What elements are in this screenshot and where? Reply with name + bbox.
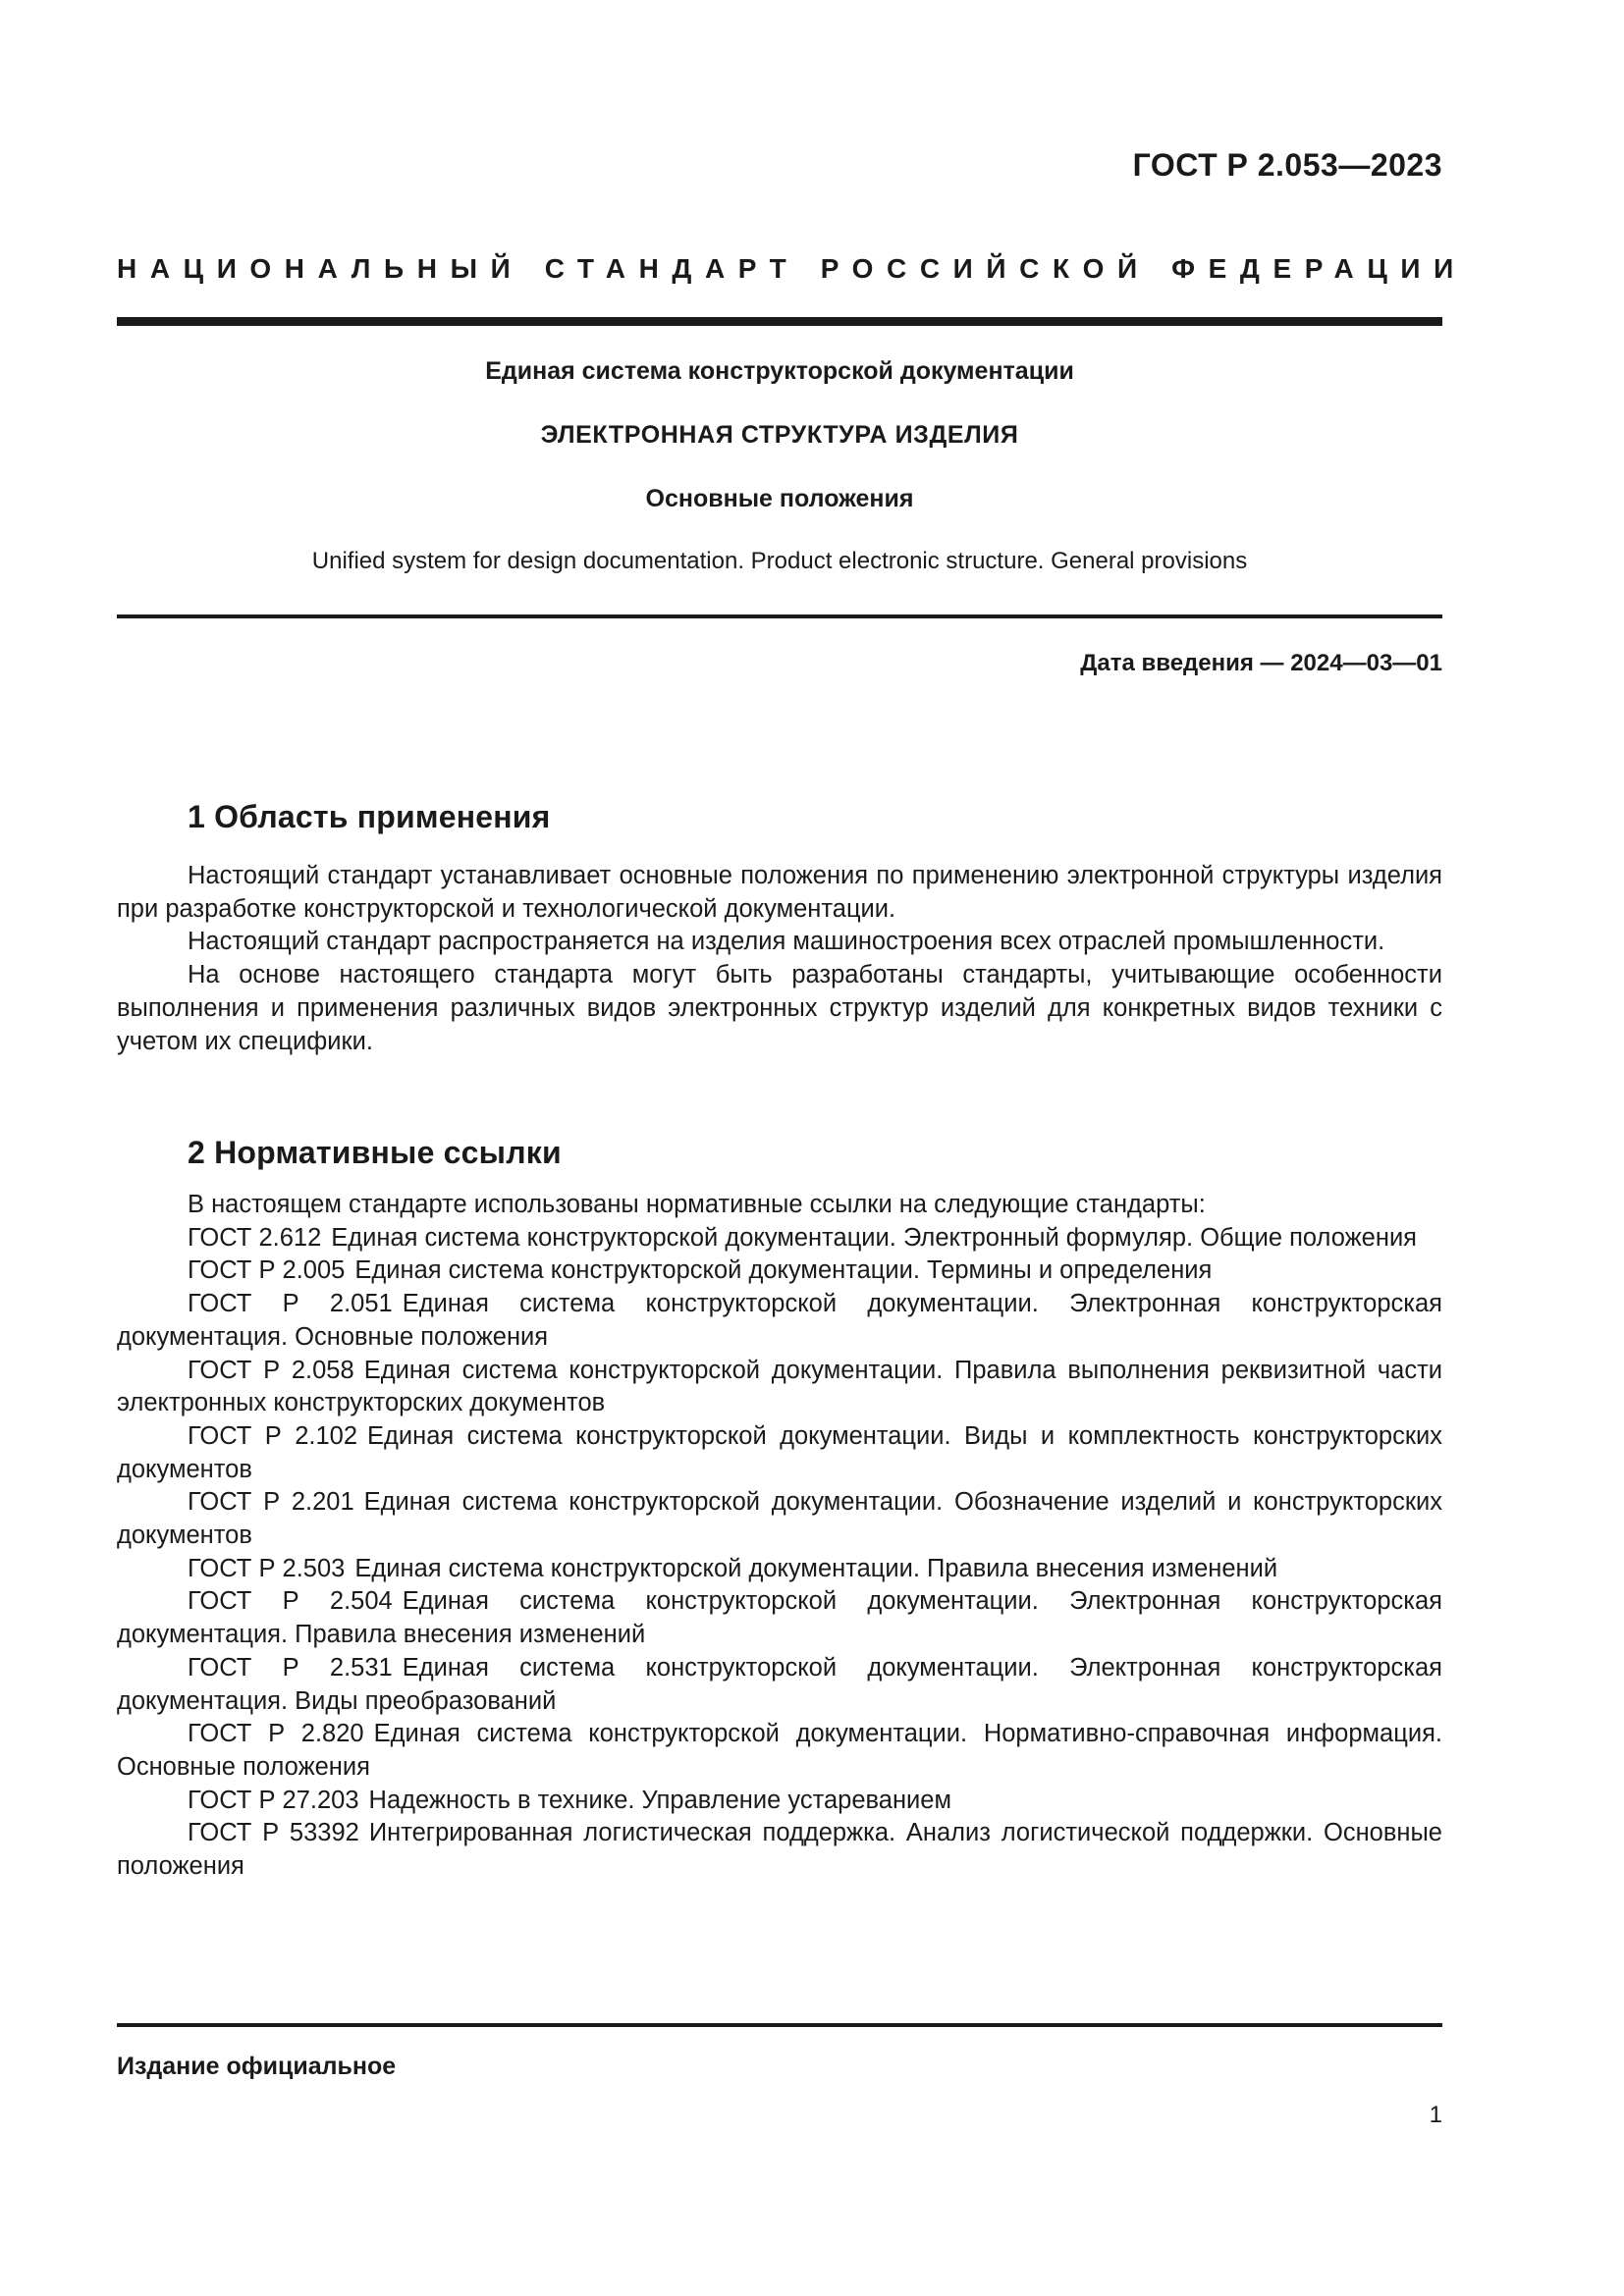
reference-code: ГОСТ Р 2.201 [188, 1488, 354, 1517]
english-title: Unified system for design documentation. Product electronic structure. General provisions [311, 548, 1248, 574]
reference-item [117, 1785, 1442, 1818]
reference-title: Единая система конструкторской документации. Правила внесения изменений [354, 1554, 1278, 1582]
reference-code: ГОСТ Р 2.058 [188, 1356, 354, 1384]
paragraph: Настоящий стандарт устанавливает основные положения по применению электронной структуры изделия при разработке конструкторской и технологической документации. [117, 862, 1442, 923]
reference-item [117, 1486, 1442, 1552]
reference-title: Единая система конструкторской документации. Нормативно-справочная информация. Основные положения [117, 1720, 1442, 1781]
document-id: ГОСТ Р 2.053—2023 [1132, 147, 1442, 183]
reference-code: ГОСТ Р 2.005 [188, 1256, 346, 1285]
reference-code: ГОСТ Р 2.820 [188, 1720, 364, 1748]
reference-item [117, 1652, 1442, 1718]
reference-code: ГОСТ Р 2.504 [188, 1587, 393, 1616]
reference-item [117, 1420, 1442, 1486]
reference-item [117, 1585, 1442, 1651]
reference-title: Единая система конструкторской документации. Электронная конструкторская документация. Правила внесения изменений [117, 1587, 1442, 1649]
reference-title: Единая система конструкторской документации. Правила выполнения реквизитной части электронных конструкторских документов [117, 1356, 1442, 1417]
reference-title: Единая система конструкторской документации. Электронная конструкторская документация. Виды преобразований [117, 1653, 1442, 1715]
reference-item [117, 1817, 1442, 1883]
section-body-scope [117, 860, 1442, 1058]
page-number: 1 [1429, 2102, 1442, 2128]
reference-code: ГОСТ Р 2.102 [188, 1421, 358, 1450]
reference-item [117, 1255, 1442, 1288]
reference-title: Единая система конструкторской документации. Термины и определения [354, 1256, 1213, 1285]
paragraph: На основе настоящего стандарта могут быть разработаны стандарты, учитывающие особенности выполнения и применения различных видов электронных структур изделий для конкретных видов техники с учетом их специфики. [117, 961, 1442, 1055]
national-standard-banner: НАЦИОНАЛЬНЫЙ СТАНДАРТ РОССИЙСКОЙ ФЕДЕРАЦИИ [117, 253, 1467, 284]
paragraph: Настоящий стандарт распространяется на изделия машиностроения всех отраслей промышленности. [188, 928, 1385, 956]
edition-label: Издание официальное [117, 2053, 397, 2080]
system-title: Единая система конструкторской документации [485, 357, 1074, 385]
header-divider [117, 317, 1442, 326]
reference-code: ГОСТ Р 2.051 [188, 1290, 393, 1318]
reference-item [117, 1222, 1442, 1255]
reference-item [117, 1718, 1442, 1784]
reference-title: Единая система конструкторской документации. Электронная конструкторская документация. Основные положения [117, 1290, 1442, 1351]
reference-code: ГОСТ Р 27.203 [188, 1786, 359, 1814]
reference-title: Единая система конструкторской документации. Виды и комплектность конструкторских документов [117, 1421, 1442, 1483]
document-page [117, 0, 1467, 2296]
section-heading-scope: 1 Область применения [188, 799, 551, 834]
references-intro: В настоящем стандарте использованы нормативные ссылки на следующие стандарты: [188, 1191, 1206, 1218]
title-divider [117, 614, 1442, 618]
reference-title: Надежность в технике. Управление устареванием [368, 1786, 952, 1814]
introduction-date: Дата введения — 2024—03—01 [1080, 650, 1442, 676]
reference-code: ГОСТ Р 2.531 [188, 1653, 393, 1682]
reference-title: Единая система конструкторской документации. Обозначение изделий и конструкторских документов [117, 1488, 1442, 1550]
footer-divider [117, 2023, 1442, 2027]
document-subtitle: Основные положения [645, 485, 914, 512]
reference-title: Единая система конструкторской документации. Электронный формуляр. Общие положения [331, 1223, 1417, 1252]
document-title: ЭЛЕКТРОННАЯ СТРУКТУРА ИЗДЕЛИЯ [540, 421, 1019, 449]
reference-code: ГОСТ 2.612 [188, 1223, 322, 1252]
reference-title: Интегрированная логистическая поддержка. Анализ логистической поддержки. Основные положения [117, 1819, 1442, 1881]
section-body-normative-references [117, 1189, 1442, 1884]
reference-item [117, 1553, 1442, 1586]
reference-item [117, 1288, 1442, 1354]
reference-code: ГОСТ Р 53392 [188, 1819, 359, 1847]
section-heading-normative-references: 2 Нормативные ссылки [188, 1135, 562, 1170]
reference-code: ГОСТ Р 2.503 [188, 1554, 346, 1582]
reference-item [117, 1355, 1442, 1420]
